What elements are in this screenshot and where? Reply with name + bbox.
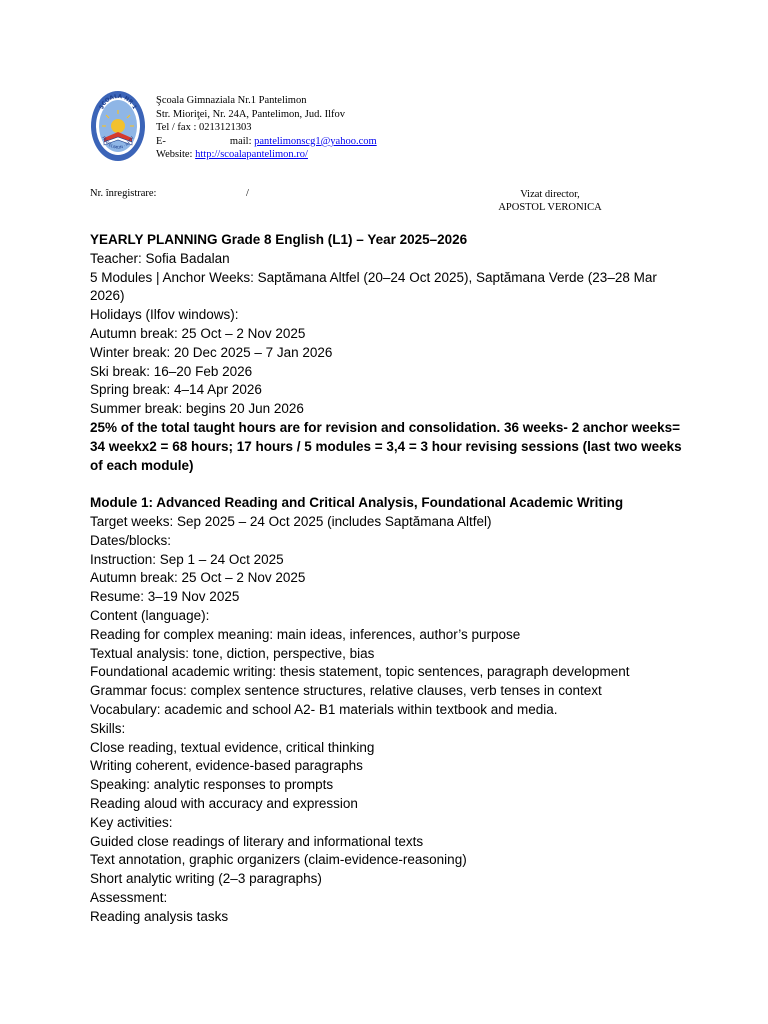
website-link[interactable]: http://scoalapantelimon.ro/: [195, 149, 308, 161]
revision-note: 25% of the total taught hours are for revision and consolidation. 36 weeks- 2 anchor weeks= 34 weekx2 = 68 hours; 17 hours / 5 modules = 3,4 = 3 hour revising sessions (last two weeks of each module): [90, 419, 682, 473]
module-1-line: Target weeks: Sep 2025 – 24 Oct 2025 (includes Saptămana Altfel): [90, 513, 492, 529]
module-1-line: Reading analysis tasks: [90, 908, 229, 924]
email-label-start: E-: [156, 135, 166, 147]
holiday-item: Spring break: 4–14 Apr 2026: [90, 382, 262, 398]
holiday-item: Winter break: 20 Dec 2025 – 7 Jan 2026: [90, 344, 333, 360]
teacher-line: Teacher: Sofia Badalan: [90, 250, 230, 266]
document-body: [90, 231, 690, 926]
blank-line: [90, 475, 690, 494]
module-1-line: Textual analysis: tone, diction, perspective, bias: [90, 645, 375, 661]
module-1-line: Skills:: [90, 720, 126, 736]
module-1-line: Reading aloud with accuracy and expression: [90, 795, 358, 811]
module-1-line: Instruction: Sep 1 – 24 Oct 2025: [90, 551, 284, 567]
school-name: Şcoala Gimnaziala Nr.1 Pantelimon: [156, 95, 307, 106]
module-1-title: Module 1: Advanced Reading and Critical Analysis, Foundational Academic Writing: [90, 495, 624, 511]
email-label-end: mail:: [229, 135, 255, 147]
module-1-line: Autumn break: 25 Oct – 2 Nov 2025: [90, 570, 306, 586]
holiday-item: Ski break: 16–20 Feb 2026: [90, 363, 253, 379]
module-1-line: Speaking: analytic responses to prompts: [90, 777, 334, 793]
module-1-line: Vocabulary: academic and school A2- B1 materials within textbook and media.: [90, 701, 558, 717]
modules-info: 5 Modules | Anchor Weeks: Saptămana Altfel (20–24 Oct 2025), Saptămana Verde (23–28 Mar 2026): [90, 269, 657, 304]
website-label: Website:: [156, 149, 196, 161]
module-1-line: Writing coherent, evidence-based paragraphs: [90, 758, 363, 774]
module-1-line: Foundational academic writing: thesis statement, topic sentences, paragraph development: [90, 664, 630, 680]
module-1-line: Text annotation, graphic organizers (claim-evidence-reasoning): [90, 852, 467, 868]
school-phone: Tel / fax : 0213121303: [156, 122, 252, 134]
director-name: APOSTOL VERONICA: [498, 202, 602, 214]
school-website-line: [156, 148, 456, 162]
module-1-line: Dates/blocks:: [90, 532, 172, 548]
school-contact-block: [156, 94, 456, 162]
module-1-line: Reading for complex meaning: main ideas, inferences, author’s purpose: [90, 626, 521, 642]
logo-text-bottom: PANTELIMON · ILFOV: [101, 135, 135, 150]
holiday-item: Summer break: begins 20 Jun 2026: [90, 401, 304, 417]
logo-text-top: ŞCOALA NR 1: [98, 93, 138, 111]
school-email-line: [156, 135, 456, 149]
holiday-item: Autumn break: 25 Oct – 2 Nov 2025: [90, 325, 306, 341]
module-1-line: Key activities:: [90, 814, 173, 830]
module-1-line: Close reading, textual evidence, critical thinking: [90, 739, 375, 755]
approval-label: Vizat director,: [520, 189, 580, 200]
registration-label: Nr. înregistrare:: [90, 188, 157, 199]
module-1-line: Resume: 3–19 Nov 2025: [90, 589, 240, 605]
school-address: Str. Mioriţei, Nr. 24A, Pantelimon, Jud. Ilfov: [156, 108, 345, 120]
module-1-line: Guided close readings of literary and informational texts: [90, 833, 424, 849]
email-link[interactable]: pantelimonscg1@yahoo.com: [254, 135, 377, 147]
school-logo: [90, 90, 146, 162]
holidays-heading: Holidays (Ilfov windows):: [90, 307, 239, 323]
document-title: YEARLY PLANNING Grade 8 English (L1) – Year 2025–2026: [90, 232, 468, 247]
module-1-line: Short analytic writing (2–3 paragraphs): [90, 871, 322, 887]
registration-separator: /: [246, 188, 249, 199]
registration-row: [90, 188, 249, 199]
director-approval: [480, 188, 620, 214]
module-1-line: Content (language):: [90, 607, 210, 623]
module-1-line: Assessment:: [90, 889, 168, 905]
module-1-line: Grammar focus: complex sentence structures, relative clauses, verb tenses in context: [90, 683, 602, 699]
